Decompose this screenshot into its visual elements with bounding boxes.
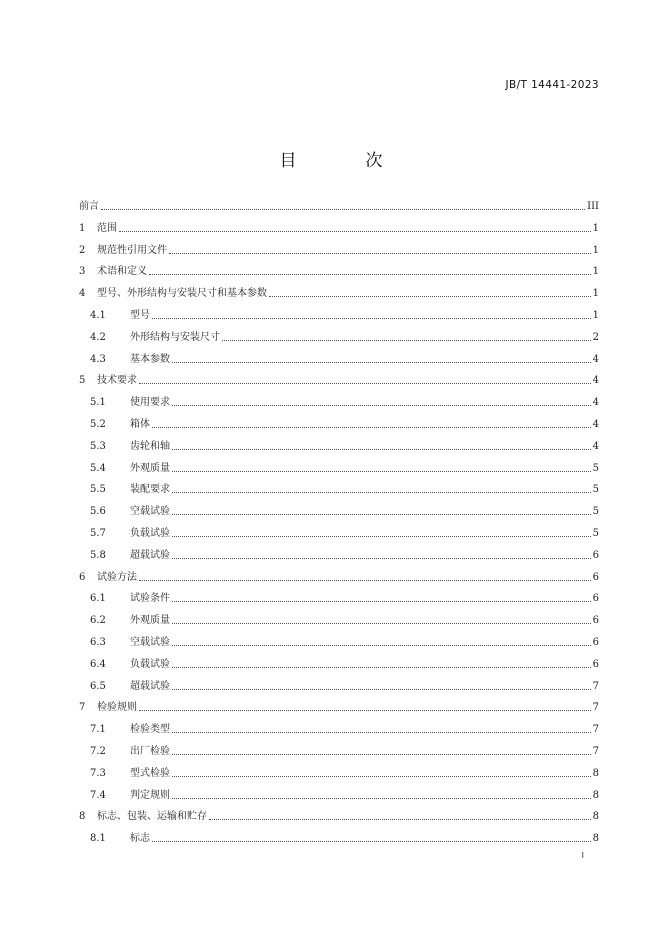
toc-entry-label: 标志 bbox=[130, 833, 150, 845]
toc-entry[interactable] bbox=[79, 436, 599, 458]
toc-entry-page: 7 bbox=[592, 724, 599, 736]
toc-entry-page: 5 bbox=[592, 506, 599, 518]
dot-leader bbox=[172, 667, 591, 668]
toc-entry[interactable] bbox=[79, 523, 599, 545]
toc-entry-page: 6 bbox=[592, 615, 599, 627]
toc-entry-page: 1 bbox=[592, 244, 599, 256]
dot-leader bbox=[172, 623, 591, 624]
toc-entry-page: 5 bbox=[592, 484, 599, 496]
dot-leader bbox=[149, 274, 591, 275]
toc-entry-page: 8 bbox=[592, 811, 599, 823]
toc-entry-number: 5.8 bbox=[90, 549, 106, 561]
toc-entry-page: 2 bbox=[592, 331, 599, 343]
toc-entry[interactable] bbox=[79, 196, 599, 218]
dot-leader bbox=[172, 471, 591, 472]
toc-entry-label: 试验方法 bbox=[97, 571, 137, 583]
toc-entry-number: 3 bbox=[79, 266, 86, 278]
toc-entry-page: 1 bbox=[592, 222, 599, 234]
toc-entry-label: 空载试验 bbox=[130, 506, 170, 518]
dot-leader bbox=[169, 253, 591, 254]
toc-entry-label: 型号 bbox=[130, 310, 150, 321]
toc-entry-label: 标志、包装、运输和贮存 bbox=[97, 811, 207, 823]
toc-entry[interactable] bbox=[79, 283, 599, 305]
toc-entry-number: 6.2 bbox=[90, 615, 106, 627]
dot-leader bbox=[139, 580, 591, 581]
toc-entry-number: 5.5 bbox=[90, 484, 106, 496]
toc-entry-number: 7.2 bbox=[90, 746, 106, 757]
toc-entry-number: 6 bbox=[79, 571, 86, 583]
dot-leader bbox=[152, 427, 591, 428]
toc-entry-page: 4 bbox=[592, 397, 599, 409]
toc-entry-number: 6.4 bbox=[90, 658, 106, 670]
toc-entry-label: 箱体 bbox=[130, 419, 150, 430]
toc-entry-page: 6 bbox=[592, 637, 599, 648]
toc-entry[interactable] bbox=[79, 632, 599, 654]
dot-leader bbox=[172, 492, 591, 493]
dot-leader bbox=[101, 209, 585, 210]
dot-leader bbox=[119, 231, 591, 232]
toc-entry-page: 6 bbox=[592, 658, 599, 670]
toc-entry-number: 4.2 bbox=[90, 331, 106, 343]
toc-entry-label: 外观质量 bbox=[130, 615, 170, 627]
dot-leader bbox=[172, 405, 591, 406]
toc-entry-page: 5 bbox=[592, 462, 599, 474]
dot-leader bbox=[172, 732, 591, 733]
toc-entry-label: 检验类型 bbox=[130, 724, 170, 736]
toc-entry[interactable] bbox=[79, 785, 599, 807]
toc-entry-label: 外观质量 bbox=[130, 462, 170, 474]
dot-leader bbox=[172, 601, 591, 602]
toc-entry-label: 基本参数 bbox=[130, 353, 170, 365]
toc-entry[interactable] bbox=[79, 719, 599, 741]
toc-entry-label: 装配要求 bbox=[130, 484, 170, 496]
standard-code: JB/T 14441-2023 bbox=[505, 79, 599, 91]
toc-entry-label: 超载试验 bbox=[130, 549, 170, 561]
toc-entry[interactable] bbox=[79, 501, 599, 523]
toc-entry[interactable] bbox=[79, 828, 599, 850]
toc-entry-label: 前言 bbox=[79, 201, 99, 212]
toc-entry-page: 8 bbox=[592, 833, 599, 845]
toc-entry[interactable] bbox=[79, 370, 599, 392]
toc-entry-page: 8 bbox=[592, 789, 599, 801]
dot-leader bbox=[209, 819, 591, 820]
toc-entry-number: 4 bbox=[79, 288, 86, 300]
dot-leader bbox=[172, 449, 591, 450]
toc-entry[interactable] bbox=[79, 676, 599, 698]
page-title: 目 次 bbox=[279, 151, 409, 171]
toc-entry-number: 5.4 bbox=[90, 462, 106, 474]
toc-entry-page: 7 bbox=[592, 746, 599, 757]
toc-entry[interactable] bbox=[79, 218, 599, 240]
toc-entry[interactable] bbox=[79, 479, 599, 501]
dot-leader bbox=[172, 362, 591, 363]
toc-entry-number: 4.3 bbox=[90, 353, 106, 365]
dot-leader bbox=[222, 340, 591, 341]
toc-entry-number: 7.3 bbox=[90, 767, 106, 779]
toc-entry-label: 出厂检验 bbox=[130, 746, 170, 757]
toc-entry-number: 5 bbox=[79, 375, 86, 387]
toc-entry-label: 检验规则 bbox=[97, 702, 137, 714]
toc-entry-page: 7 bbox=[592, 680, 599, 692]
toc-entry-label: 外形结构与安装尺寸 bbox=[130, 331, 220, 343]
toc-entry-label: 负载试验 bbox=[130, 528, 170, 539]
toc-entry[interactable] bbox=[79, 305, 599, 327]
toc-entry[interactable] bbox=[79, 261, 599, 283]
toc-entry-number: 7.1 bbox=[90, 724, 106, 736]
toc-entry[interactable] bbox=[79, 567, 599, 589]
toc-entry-page: 4 bbox=[592, 353, 599, 365]
toc-entry-page: 6 bbox=[592, 571, 599, 583]
toc-entry-number: 6.1 bbox=[90, 593, 106, 605]
toc-entry-number: 6.5 bbox=[90, 680, 106, 692]
toc-entry-label: 空载试验 bbox=[130, 637, 170, 648]
toc-entry-page: 8 bbox=[592, 767, 599, 779]
dot-leader bbox=[172, 689, 591, 690]
toc-entry-page: 1 bbox=[592, 310, 599, 321]
dot-leader bbox=[172, 754, 591, 755]
dot-leader bbox=[172, 558, 591, 559]
toc-entry-page: 7 bbox=[592, 702, 599, 714]
toc-entry[interactable] bbox=[79, 588, 599, 610]
toc-entry-number: 7.4 bbox=[90, 789, 106, 801]
toc-entry-number: 5.6 bbox=[90, 506, 106, 518]
toc-entry-page: 4 bbox=[592, 419, 599, 430]
dot-leader bbox=[152, 318, 591, 319]
toc-entry[interactable] bbox=[79, 327, 599, 349]
dot-leader bbox=[172, 514, 591, 515]
toc-entry[interactable] bbox=[79, 458, 599, 480]
dot-leader bbox=[172, 776, 591, 777]
toc-entry[interactable] bbox=[79, 654, 599, 676]
toc-entry-page: 1 bbox=[592, 266, 599, 278]
toc-entry-label: 型号、外形结构与安装尺寸和基本参数 bbox=[97, 288, 267, 300]
toc-entry-page: 1 bbox=[592, 288, 599, 300]
toc-entry[interactable] bbox=[79, 610, 599, 632]
toc-entry-number: 8.1 bbox=[90, 833, 106, 845]
toc-entry-number: 7 bbox=[79, 702, 86, 714]
toc-entry[interactable] bbox=[79, 392, 599, 414]
toc-entry-number: 4.1 bbox=[90, 310, 106, 321]
toc-entry-number: 5.7 bbox=[90, 528, 106, 539]
toc-entry-label: 判定规则 bbox=[130, 789, 170, 801]
toc-entry-page: III bbox=[587, 201, 599, 212]
toc-entry-page: 4 bbox=[592, 440, 599, 452]
toc-entry[interactable] bbox=[79, 414, 599, 436]
toc-entry[interactable] bbox=[79, 806, 599, 828]
toc-entry-label: 试验条件 bbox=[130, 593, 170, 605]
dot-leader bbox=[172, 798, 591, 799]
toc-entry-label: 技术要求 bbox=[97, 375, 137, 387]
toc-entry-number: 5.1 bbox=[90, 397, 106, 409]
page-number: I bbox=[581, 851, 584, 860]
toc-entry-number: 5.3 bbox=[90, 440, 106, 452]
toc-entry-label: 超载试验 bbox=[130, 680, 170, 692]
toc-entry-number: 5.2 bbox=[90, 419, 106, 430]
toc-entry[interactable] bbox=[79, 545, 599, 567]
toc-entry-label: 范围 bbox=[97, 222, 117, 234]
toc-entry-label: 齿轮和轴 bbox=[130, 440, 170, 452]
toc-entry-page: 6 bbox=[592, 593, 599, 605]
dot-leader bbox=[172, 645, 591, 646]
toc-entry-number: 8 bbox=[79, 811, 86, 823]
toc-entry-label: 型式检验 bbox=[130, 767, 170, 779]
toc-entry-number: 6.3 bbox=[90, 637, 106, 648]
toc-entry-label: 使用要求 bbox=[130, 397, 170, 409]
dot-leader bbox=[139, 710, 591, 711]
toc-entry-number: 1 bbox=[79, 222, 86, 234]
toc-entry[interactable] bbox=[79, 741, 599, 763]
toc-entry-page: 4 bbox=[592, 375, 599, 387]
toc-entry[interactable] bbox=[79, 240, 599, 262]
toc-entry-label: 规范性引用文件 bbox=[97, 244, 167, 256]
toc-entry[interactable] bbox=[79, 697, 599, 719]
toc-entry-number: 2 bbox=[79, 244, 86, 256]
toc-entry-page: 5 bbox=[592, 528, 599, 539]
toc-entry-label: 负载试验 bbox=[130, 658, 170, 670]
dot-leader bbox=[139, 383, 591, 384]
dot-leader bbox=[152, 841, 591, 842]
toc-entry-label: 术语和定义 bbox=[97, 266, 147, 278]
toc-entry[interactable] bbox=[79, 349, 599, 371]
toc-entry[interactable] bbox=[79, 763, 599, 785]
toc-entry-page: 6 bbox=[592, 549, 599, 561]
dot-leader bbox=[269, 296, 591, 297]
dot-leader bbox=[172, 536, 591, 537]
